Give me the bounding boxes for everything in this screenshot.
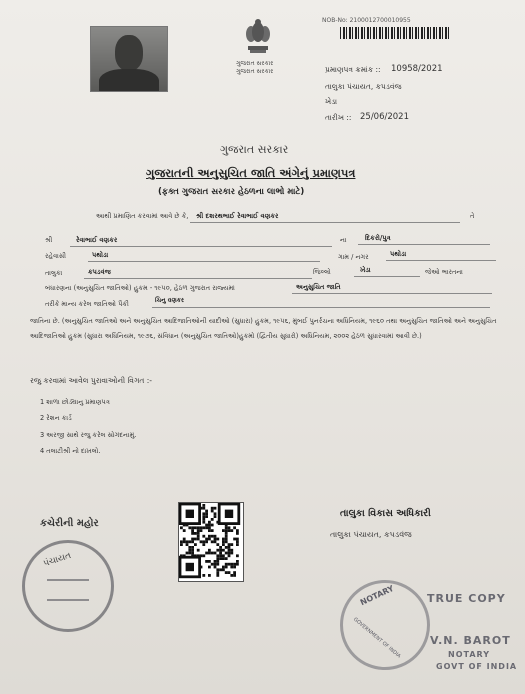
office-seal-label: કચેરીની મહોર [40, 518, 99, 529]
qr-code [178, 502, 244, 582]
emblem-caption-2: ગુજરાત સરકાર [236, 68, 274, 75]
gov-title: ગુજરાત સરકાર [220, 143, 289, 156]
district-value: ખેડા [360, 266, 371, 274]
suffix-te: તે [470, 212, 475, 220]
date-label: તારીખ :: [325, 113, 352, 122]
certificate-title: ગુજરાતની અનુસુચિત જાતિ અંગેનું પ્રમાણપત્ર [146, 166, 356, 180]
order-value: અનુસુચિત જાતિ [296, 283, 341, 291]
certificate-subtitle: (ફક્ત ગુજરાત સરકાર હેઠળના લાભો માટે) [158, 187, 305, 197]
date-value: 25/06/2021 [360, 112, 409, 122]
taluka-value: કપડવંજ [88, 268, 111, 276]
notary-title: NOTARY [448, 650, 491, 659]
evidence-item: 1 શાળા છોડ્યાનુ પ્રમાણપત્ર [40, 398, 110, 406]
applicant-photo [90, 26, 168, 92]
office-line-2: ખેડા [325, 97, 338, 106]
order-text: બંધારણના (અનુસુચિત જાતિઓ) હુકમ - ૧૯૫૦, હેઠળ ગુજરાત રાજ્યમાં [45, 284, 235, 292]
resident-value: પથોડા [92, 251, 109, 259]
caste-value: ચિનુ વણકર [155, 297, 185, 304]
notary-true-copy: TRUE COPY [427, 592, 506, 605]
evidence-item: 2 રેશન કાર્ડ [40, 414, 72, 422]
evidence-item: 4 તલાટીશ્રી નો દાખલો. [40, 447, 101, 455]
barcode [340, 27, 450, 39]
office-line-1: તાલુકા પંચાયત, કપડવંજ [325, 82, 402, 91]
office-seal-stamp [22, 540, 114, 632]
father-label: શ્રી [45, 236, 53, 244]
relation-label: ના [340, 236, 347, 244]
legal-paragraph: જાતિના છે. (અનુસુચિત જાતિઓ અને અનુસુચિત આદિજાતિઓની યાદીઓ (સુધારા) હુકમ, ૧૯૫૬, મુંબઈ પુનર્રચના અધિનિયમ, ૧૯૬૦ તથા અનુસુચિત જાતિઓ અને અનુસુચિત આદિજાતિઓ હુકમ (સુધારા અધિનિયમ, ૧૯૭૬, સંવિધાન (અનુસુચિત જાતિઓ)હુકમો (દ્વિતીય સુધારો) અધિનિયમ, ૨૦૦૨ હેઠળ સુધારવામાં આવી છે.) [30, 317, 497, 340]
cert-no-value: 10958/2021 [391, 64, 443, 74]
notary-ring-text: NOTARY [358, 583, 396, 608]
officer-office: તાલુકા પંચાયત, કપડવંજ [330, 530, 412, 539]
taluka-label: તાલુકા [45, 269, 63, 277]
district-suffix: જેઓ ભારતના [425, 268, 463, 276]
evidence-heading: રજુ કરવામાં આવેલ પુરાવાઓની વિગત :- [30, 376, 153, 385]
village-value: પથોડા [390, 250, 407, 258]
father-name: રેવાભાઈ વણકર [76, 236, 118, 244]
intro-text: આથી પ્રમાણિત કરવામાં આવે છે કે, [96, 212, 189, 220]
cert-no-label: પ્રમાણપત્ર ક્રમાંક :: [325, 65, 381, 74]
notary-ring-text-2: GOVERNMENT OF INDIA [352, 616, 402, 660]
relation-value: દિકરો/પુત્ર [365, 234, 391, 242]
notary-name: V.N. BAROT [430, 634, 511, 647]
evidence-item: 3 અરજી સાથે રજુ કરેલ સોગંદનામું. [40, 431, 137, 439]
district-label: જિલ્લો [313, 268, 331, 276]
notary-seal [340, 580, 430, 670]
seal-text: પંચાયત [42, 550, 73, 570]
nob-number: NOB-No: 2100012700010955 [322, 17, 411, 24]
resident-label: રહેવાસી [45, 252, 67, 260]
holder-name: શ્રી દશરથભાઈ રેવાભાઈ વણકર [196, 212, 279, 220]
notary-gov: GOVT OF INDIA [436, 662, 518, 671]
caste-label: તરીકે માન્ય કરેલ જાતિઓ પૈકી [45, 300, 129, 308]
state-emblem-icon [236, 16, 280, 62]
officer-title: તાલુકા વિકાસ અધિકારી [340, 508, 431, 519]
emblem-caption-1: ગુજરાત સરકાર [236, 60, 274, 67]
village-label: ગામ / નગર [338, 253, 369, 261]
